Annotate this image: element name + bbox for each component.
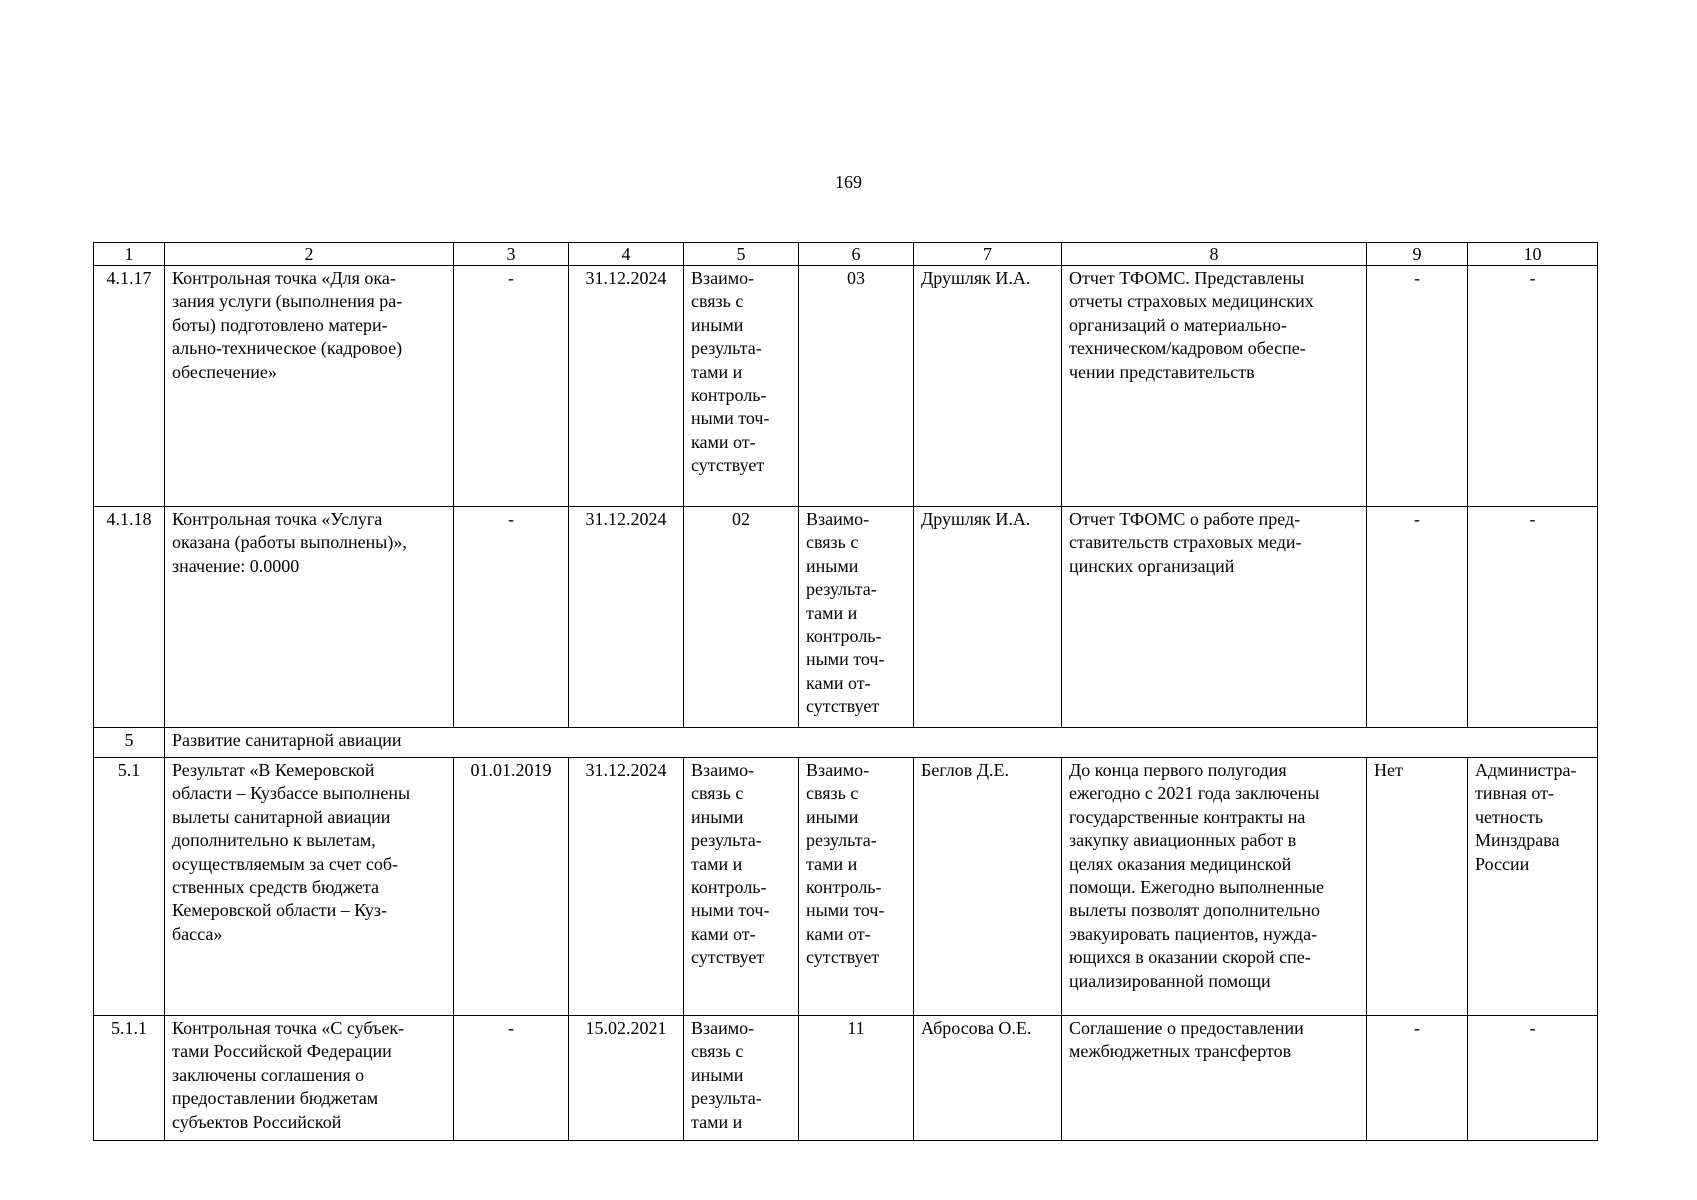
table-row <box>94 1016 1598 1141</box>
row-name: Результат «В Кемеровской области – Кузбассе выполнены вылеты санитарной авиации дополнительно к вылетам, осуществляемым за счет соб- ственных средств бюджета Кемеровской области – Куз- басса» <box>165 758 454 1016</box>
column-10-value: - <box>1468 1016 1598 1141</box>
row-number: 5.1 <box>94 758 165 1016</box>
responsible: Друшляк И.А. <box>914 266 1062 507</box>
row-name: Контрольная точка «Услуга оказана (работы выполнены)», значение: 0.0000 <box>165 507 454 728</box>
column-9-value: - <box>1367 266 1468 507</box>
row-name: Контрольная точка «Для ока- зания услуги (выполнения ра- боты) подготовлено матери- ально-техническое (кадровое) обеспечение» <box>165 266 454 507</box>
responsible: Друшляк И.А. <box>914 507 1062 728</box>
column-header: 1 <box>94 243 165 266</box>
end-date: 31.12.2024 <box>569 266 684 507</box>
predecessor: Взаимо- связь с иными результа- тами и контроль- ными точ- ками от- сутствует <box>684 266 799 507</box>
end-date: 31.12.2024 <box>569 758 684 1016</box>
table-row <box>94 758 1598 1016</box>
successor: Взаимо- связь с иными результа- тами и контроль- ными точ- ками от- сутствует <box>799 758 914 1016</box>
column-header: 4 <box>569 243 684 266</box>
column-10-value: - <box>1468 266 1598 507</box>
document-description: Соглашение о предоставлении межбюджетных трансфертов <box>1062 1016 1367 1141</box>
successor: Взаимо- связь с иными результа- тами и контроль- ными точ- ками от- сутствует <box>799 507 914 728</box>
end-date: 31.12.2024 <box>569 507 684 728</box>
section-row <box>94 728 1598 758</box>
column-header: 8 <box>1062 243 1367 266</box>
successor: 03 <box>799 266 914 507</box>
section-number: 5 <box>94 728 165 758</box>
column-9-value: - <box>1367 1016 1468 1141</box>
row-number: 4.1.18 <box>94 507 165 728</box>
responsible: Абросова О.Е. <box>914 1016 1062 1141</box>
successor: 11 <box>799 1016 914 1141</box>
column-header: 10 <box>1468 243 1598 266</box>
predecessor: Взаимо- связь с иными результа- тами и контроль- ными точ- ками от- сутствует <box>684 758 799 1016</box>
predecessor: 02 <box>684 507 799 728</box>
predecessor: Взаимо- связь с иными результа- тами и <box>684 1016 799 1141</box>
column-header: 5 <box>684 243 799 266</box>
column-10-value: - <box>1468 507 1598 728</box>
table-row <box>94 507 1598 728</box>
row-number: 4.1.17 <box>94 266 165 507</box>
plan-table <box>93 242 1598 1141</box>
column-number-header-row <box>94 243 1598 266</box>
row-name: Контрольная точка «С субъек- тами Российской Федерации заключены соглашения о предоставлении бюджетам субъектов Российской <box>165 1016 454 1141</box>
section-title: Развитие санитарной авиации <box>165 728 1598 758</box>
page-number: 169 <box>835 172 862 192</box>
column-header: 9 <box>1367 243 1468 266</box>
row-number: 5.1.1 <box>94 1016 165 1141</box>
document-description: До конца первого полугодия ежегодно с 2021 года заключены государственные контракты на закупку авиационных работ в целях оказания медицинской помощи. Ежегодно выполненные вылеты позволят дополнительно эвакуировать пациентов, нужда- ющихся в оказании скорой спе- циализированной помощи <box>1062 758 1367 1016</box>
document-description: Отчет ТФОМС о работе пред- ставительств страховых меди- цинских организаций <box>1062 507 1367 728</box>
end-date: 15.02.2021 <box>569 1016 684 1141</box>
column-9-value: - <box>1367 507 1468 728</box>
start-date: - <box>454 1016 569 1141</box>
column-header: 2 <box>165 243 454 266</box>
responsible: Беглов Д.Е. <box>914 758 1062 1016</box>
column-header: 3 <box>454 243 569 266</box>
column-header: 6 <box>799 243 914 266</box>
document-description: Отчет ТФОМС. Представлены отчеты страховых медицинских организаций о материально- техническом/кадровом обеспе- чении представительств <box>1062 266 1367 507</box>
start-date: - <box>454 507 569 728</box>
start-date: 01.01.2019 <box>454 758 569 1016</box>
column-9-value: Нет <box>1367 758 1468 1016</box>
table-row <box>94 266 1598 507</box>
column-header: 7 <box>914 243 1062 266</box>
start-date: - <box>454 266 569 507</box>
column-10-value: Администра- тивная от- четность Минздрава России <box>1468 758 1598 1016</box>
